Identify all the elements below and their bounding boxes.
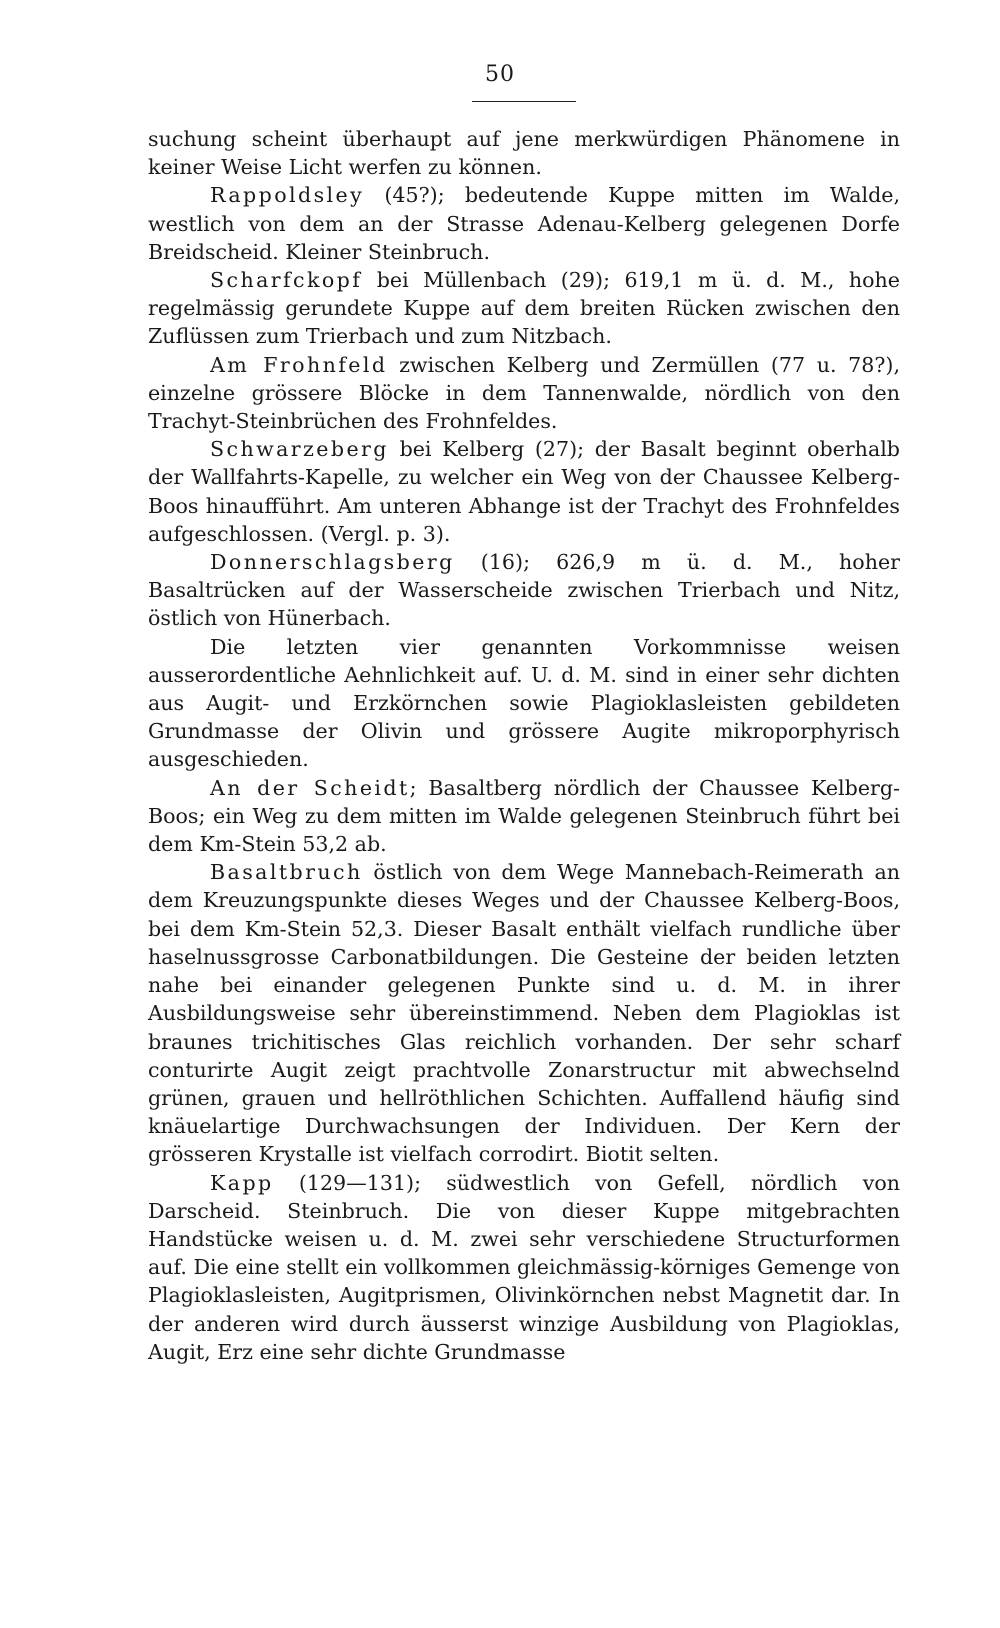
paragraph <box>148 435 900 548</box>
paragraph-lead: Scharfckopf <box>210 268 363 293</box>
paragraph <box>148 181 900 266</box>
paragraph-lead: Schwarzeberg <box>210 437 389 462</box>
paragraph-text: (45?); bedeutende Kuppe mitten im Walde, westlich von dem an der Strasse Adenau-Kelberg gelegenen Dorfe Breidscheid. Kleiner Steinbruch. <box>148 183 900 264</box>
paragraph-text: zwischen Kelberg und Zermüllen (77 u. 78?), einzelne grössere Blöcke in dem Tannenwalde, nördlich von den Trachyt-Steinbrüchen des Frohnfeldes. <box>148 352 901 434</box>
paragraph-text: suchung scheint überhaupt auf jene merkwürdigen Phänomene in keiner Weise Licht werfen zu können. <box>148 127 900 180</box>
paragraph-text: (16); 626,9 m ü. d. M., hoher Basaltrücken auf der Wasserscheide zwischen Trierbach und Nitz, östlich von Hünerbach. <box>148 550 900 631</box>
paragraph <box>148 125 900 181</box>
paragraph-lead: Kapp <box>210 1170 274 1195</box>
paragraph-text: bei Kelberg (27); der Basalt beginnt oberhalb der Wallfahrts-Kapelle, zu welcher ein Weg von der Chaussee Kelberg-Boos hinaufführt. Am unteren Abhange ist der Trachyt des Frohnfeldes aufgeschlossen. (Vergl. p. 3). <box>148 437 900 546</box>
paragraph <box>148 548 900 633</box>
paragraph <box>148 774 900 859</box>
header-rule <box>472 101 576 102</box>
paragraph-lead: Donnerschlagsberg <box>210 550 455 575</box>
body-text <box>148 125 900 1366</box>
paragraph-lead: Rappoldsley <box>210 183 365 208</box>
paragraph-text: östlich von dem Wege Mannebach-Reimerath an dem Kreuzungspunkte dieses Weges und der Chaussee Kelberg-Boos, bei dem Km-Stein 52,3. Dieser Basalt enthält vielfach rundliche über haselnussgrosse Carbonatbildungen. Die Gesteine der beiden letzten nahe bei einander gelegenen Punkte sind u. d. M. in ihrer Ausbildungsweise sehr übereinstimmend. Neben dem Plagioklas ist braunes trichitisches Glas reichlich vorhanden. Der sehr scharf conturirte Augit zeigt prachtvolle Zonarstructur mit abwechselnd grünen, grauen und hellröthlichen Schichten. Auffallend häufig sind knäuelartige Durchwachsungen der Individuen. Der Kern der grösseren Krystalle ist vielfach corrodirt. Biotit selten. <box>148 860 900 1167</box>
paragraph <box>148 351 900 436</box>
paragraph-text: Die letzten vier genannten Vorkommnisse weisen ausserordentliche Aehnlichkeit auf. U. d. M. sind in einer sehr dichten aus Augit- und Erzkörnchen sowie Plagioklasleisten gebildeten Grundmasse der Olivin und grössere Augite mikroporphyrisch ausgeschieden. <box>148 634 900 772</box>
page-number: 50 <box>485 62 515 87</box>
paragraph-lead: Basaltbruch <box>210 860 363 885</box>
paragraph-lead: Am Frohnfeld <box>210 352 388 377</box>
paragraph-text: bei Müllenbach (29); 619,1 m ü. d. M., hohe regelmässig gerundete Kuppe auf dem breiten Rücken zwischen den Zuflüssen zum Trierbach und zum Nitzbach. <box>148 268 900 349</box>
paragraph-text: (129—131); südwestlich von Gefell, nördlich von Darscheid. Steinbruch. Die von dieser Kuppe mitgebrachten Handstücke weisen u. d. M. zwei sehr verschiedene Structurformen auf. Die eine stellt ein vollkommen gleichmässig-körniges Gemenge von Plagioklasleisten, Augitprismen, Olivinkörnchen nebst Magnetit dar. In der anderen wird durch äusserst winzige Ausbildung von Plagioklas, Augit, Erz eine sehr dichte Grundmasse <box>148 1170 900 1364</box>
paragraph-text: ; Basaltberg nördlich der Chaussee Kelberg-Boos; ein Weg zu dem mitten im Walde gelegenen Steinbruch führt bei dem Km-Stein 53,2 ab. <box>148 775 900 857</box>
paragraph <box>148 633 900 774</box>
paragraph-lead: An der Scheidt <box>210 775 410 800</box>
paragraph <box>148 858 900 1168</box>
paragraph <box>148 1169 900 1366</box>
paragraph <box>148 266 900 351</box>
